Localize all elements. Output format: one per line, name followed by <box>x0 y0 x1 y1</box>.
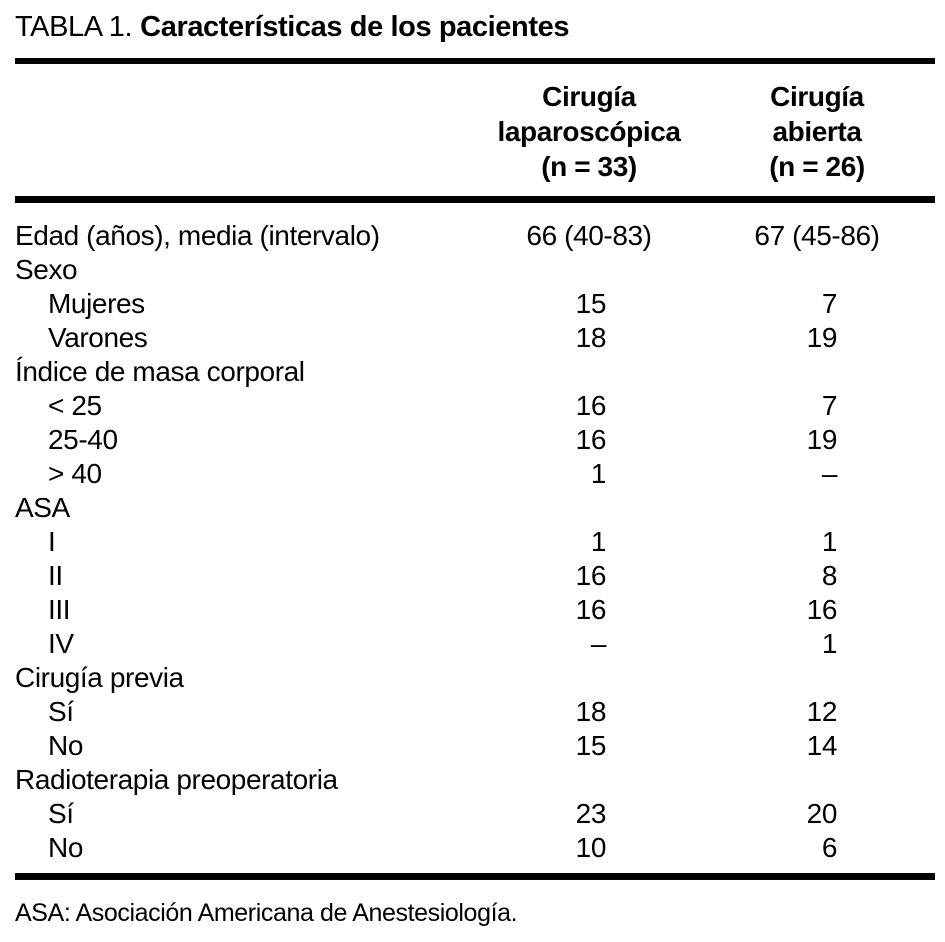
value-laparoscopica: 15 <box>575 288 606 319</box>
table-row <box>15 729 935 763</box>
row-label: III <box>48 594 71 625</box>
bottom-rule <box>15 873 935 880</box>
column-header-line: Cirugía <box>770 81 864 112</box>
table-row <box>15 321 935 355</box>
row-label: Índice de masa corporal <box>15 356 305 387</box>
value-laparoscopica: 18 <box>575 696 606 727</box>
value-abierta: 16 <box>806 594 837 625</box>
column-header-line: laparoscópica <box>497 116 681 147</box>
table-footnote: ASA: Asociación Americana de Anestesiología. <box>15 899 518 927</box>
row-label: Cirugía previa <box>15 662 184 693</box>
column-header-line: abierta <box>772 116 862 147</box>
row-label: Sí <box>48 798 74 829</box>
table-title <box>15 0 935 58</box>
value-laparoscopica <box>479 661 699 695</box>
value-laparoscopica: 15 <box>575 730 606 761</box>
row-label: No <box>48 832 83 863</box>
value-abierta: 14 <box>806 730 837 761</box>
table-body <box>15 203 935 873</box>
value-laparoscopica <box>479 491 699 525</box>
value-laparoscopica: 16 <box>575 424 606 455</box>
row-label: Sexo <box>15 254 78 285</box>
table-row <box>15 797 935 831</box>
table-figure <box>15 0 935 929</box>
table-row <box>15 355 935 389</box>
value-abierta <box>699 763 935 797</box>
column-header-abierta <box>699 79 935 196</box>
value-laparoscopica <box>479 763 699 797</box>
row-label: Varones <box>48 322 148 353</box>
row-label: 25-40 <box>48 424 118 455</box>
table-row <box>15 287 935 321</box>
value-laparoscopica: 16 <box>575 390 606 421</box>
table-row <box>15 627 935 661</box>
value-abierta: 1 <box>821 628 837 659</box>
table-row <box>15 525 935 559</box>
value-laparoscopica <box>479 253 699 287</box>
value-laparoscopica: 10 <box>575 832 606 863</box>
row-label: Edad (años), media (intervalo) <box>15 220 380 251</box>
value-laparoscopica: 18 <box>575 322 606 353</box>
value-laparoscopica <box>479 355 699 389</box>
value-abierta: 12 <box>806 696 837 727</box>
table-row <box>15 389 935 423</box>
value-abierta <box>699 661 935 695</box>
row-label: Radioterapia preoperatoria <box>15 764 338 795</box>
value-abierta <box>699 253 935 287</box>
table-row <box>15 593 935 627</box>
value-laparoscopica: 16 <box>575 560 606 591</box>
row-label: No <box>48 730 83 761</box>
value-laparoscopica: 1 <box>590 526 606 557</box>
table-row <box>15 491 935 525</box>
header-spacer-cell <box>15 79 479 196</box>
column-header-laparoscopica <box>479 79 699 196</box>
value-abierta: 20 <box>806 798 837 829</box>
table-row <box>15 253 935 287</box>
value-abierta: 1 <box>821 526 837 557</box>
row-label: Sí <box>48 696 74 727</box>
value-abierta: 7 <box>821 390 837 421</box>
value-laparoscopica: 1 <box>590 458 606 489</box>
table-header-row <box>15 64 935 196</box>
row-label: < 25 <box>48 390 102 421</box>
row-label: > 40 <box>48 458 102 489</box>
value-abierta: 8 <box>821 560 837 591</box>
row-label: II <box>48 560 63 591</box>
column-header-line: (n = 26) <box>769 151 865 182</box>
row-label: ASA <box>15 492 70 523</box>
value-abierta <box>699 355 935 389</box>
row-label: Mujeres <box>48 288 145 319</box>
row-label: IV <box>48 628 74 659</box>
value-abierta: 7 <box>821 288 837 319</box>
column-header-line: (n = 33) <box>541 151 637 182</box>
table-row <box>15 695 935 729</box>
value-abierta: 6 <box>821 832 837 863</box>
row-label: I <box>48 526 56 557</box>
value-abierta <box>699 491 935 525</box>
value-abierta: – <box>821 458 837 489</box>
value-laparoscopica: 23 <box>575 798 606 829</box>
value-abierta: 19 <box>806 424 837 455</box>
table-caption: Características de los pacientes <box>140 11 570 43</box>
table-number-label: TABLA 1. <box>15 11 133 43</box>
table-row <box>15 661 935 695</box>
table-row <box>15 831 935 865</box>
table-row <box>15 423 935 457</box>
column-header-line: Cirugía <box>542 81 636 112</box>
table-row <box>15 457 935 491</box>
table-row <box>15 219 935 253</box>
value-laparoscopica: 16 <box>575 594 606 625</box>
value-abierta: 19 <box>806 322 837 353</box>
value-abierta: 67 (45-86) <box>754 220 880 251</box>
header-rule <box>15 196 935 203</box>
table-row <box>15 559 935 593</box>
value-laparoscopica: – <box>590 628 606 659</box>
value-laparoscopica: 66 (40-83) <box>526 220 652 251</box>
table-row <box>15 763 935 797</box>
